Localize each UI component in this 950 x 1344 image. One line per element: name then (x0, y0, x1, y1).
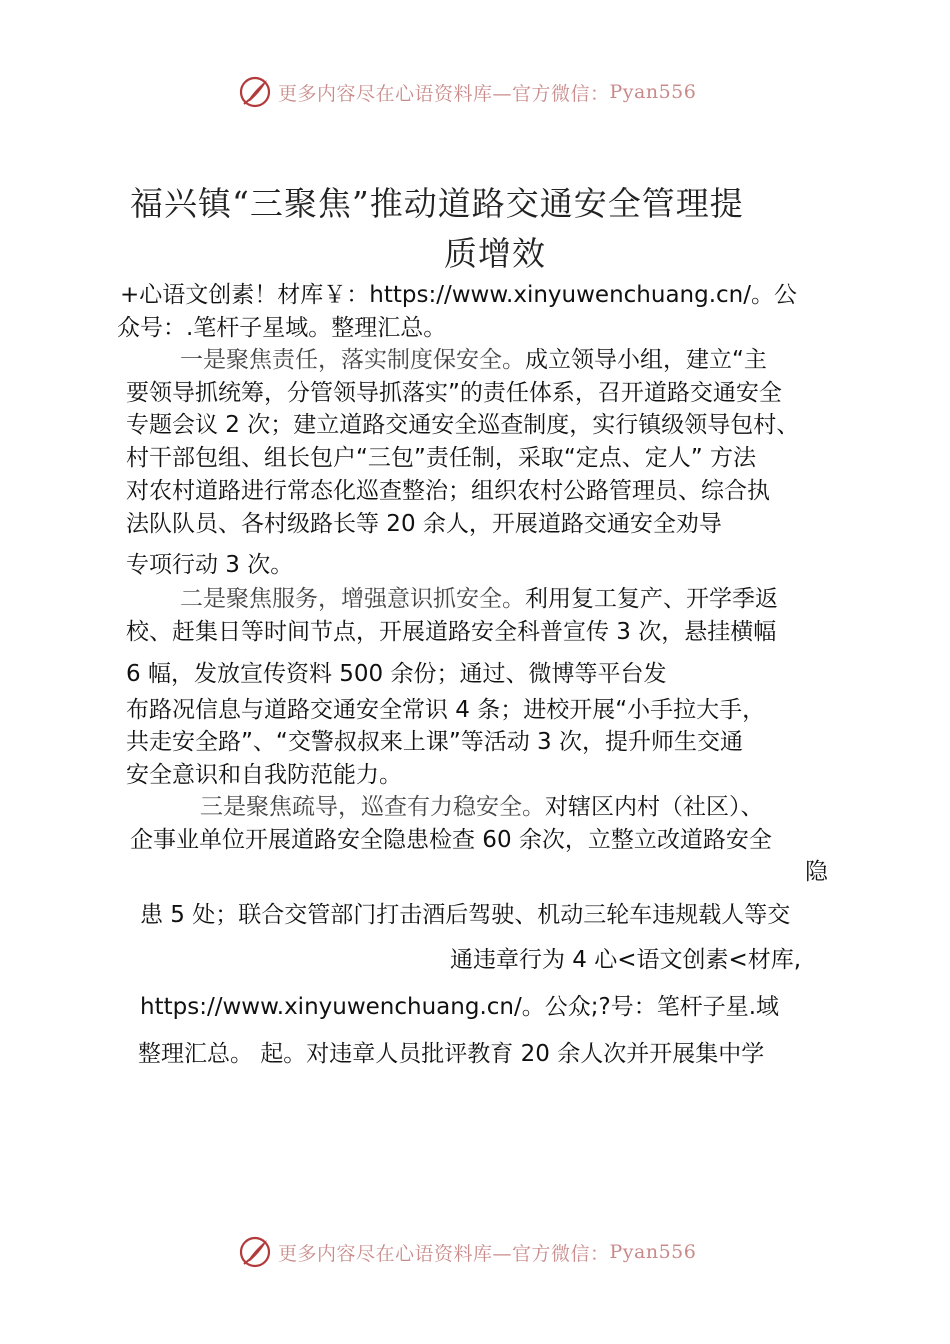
footer-banner (0, 1232, 950, 1272)
section1-line: 村干部包组、组长包户“三包”责任制，采取“定点、定人” 方法 (126, 445, 756, 471)
section2-line: 6 幅，发放宣传资料 500 余份；通过、微博等平台发 (126, 661, 667, 687)
section3-heading: 三是聚焦疏导，巡查有力稳安全。 (200, 794, 545, 820)
section2-line: 安全意识和自我防范能力。 (126, 762, 402, 788)
header-banner (0, 72, 950, 112)
quill-logo-icon (238, 1235, 272, 1269)
section2-heading: 二是聚焦服务，增强意识抓安全。 (180, 586, 525, 612)
section2-text: 利用复工复产、开学季返 (525, 586, 778, 612)
page-title-line2: 质增效 (444, 234, 546, 273)
intro-line: +心语文创素！材库￥：https://www.xinyuwenchuang.cn/。公 (120, 282, 798, 308)
section2-line: 共走安全路”、“交警叔叔来上课”等活动 3 次，提升师生交通 (126, 729, 744, 755)
section1-first-line (180, 345, 767, 375)
banner-text: 更多内容尽在心语资料库—官方微信： (278, 82, 610, 105)
section2-line: 校、赶集日等时间节点，开展道路安全科普宣传 3 次，悬挂横幅 (126, 619, 777, 645)
page-title-line1: 福兴镇“三聚焦”推动道路交通安全管理提 (130, 184, 744, 223)
section3-line: 整理汇总。 起。对违章人员批评教育 20 余人次并开展集中学 (138, 1041, 765, 1067)
section3-line: 患 5 处；联合交管部门打击酒后驾驶、机动三轮车违规载人等交 (140, 902, 791, 928)
banner-text: 更多内容尽在心语资料库—官方微信： (278, 1242, 610, 1265)
section3-line: 企事业单位开展道路安全隐患检查 60 余次，立整立改道路安全 (130, 827, 772, 853)
section3-text: 对辖区内村（社区）、 (545, 794, 764, 820)
section1-heading: 一是聚焦责任，落实制度保安全。 (180, 347, 525, 373)
section1-line: 对农村道路进行常态化巡查整治；组织农村公路管理员、综合执 (126, 478, 770, 504)
section1-text: 成立领导小组，建立“主 (525, 347, 767, 373)
intro-line: 众号：.笔杆子星域。整理汇总。 (117, 315, 447, 341)
section1-line: 法队队员、各村级路长等 20 余人，开展道路交通安全劝导 (126, 511, 722, 537)
section3-line: 通违章行为 4 心<语文创素<材库, (450, 947, 802, 973)
banner-wechat-id: Pyan556 (609, 1241, 697, 1263)
section2-first-line (180, 584, 778, 614)
section3-first-line (200, 792, 764, 822)
section3-line: https://www.xinyuwenchuang.cn/。公众;?号：笔杆子星.域 (140, 994, 780, 1020)
section3-line: 隐 (805, 859, 828, 885)
section1-line: 专题会议 2 次；建立道路交通安全巡查制度，实行镇级领导包村、 (126, 412, 800, 438)
section1-line: 要领导抓统筹，分管领导抓落实”的责任体系，召开道路交通安全 (126, 380, 782, 406)
quill-logo-icon (238, 75, 272, 109)
banner-wechat-id: Pyan556 (609, 81, 697, 103)
section1-line: 专项行动 3 次。 (126, 552, 294, 578)
section2-line: 布路况信息与道路交通安全常识 4 条；进校开展“小手拉大手， (126, 697, 766, 723)
